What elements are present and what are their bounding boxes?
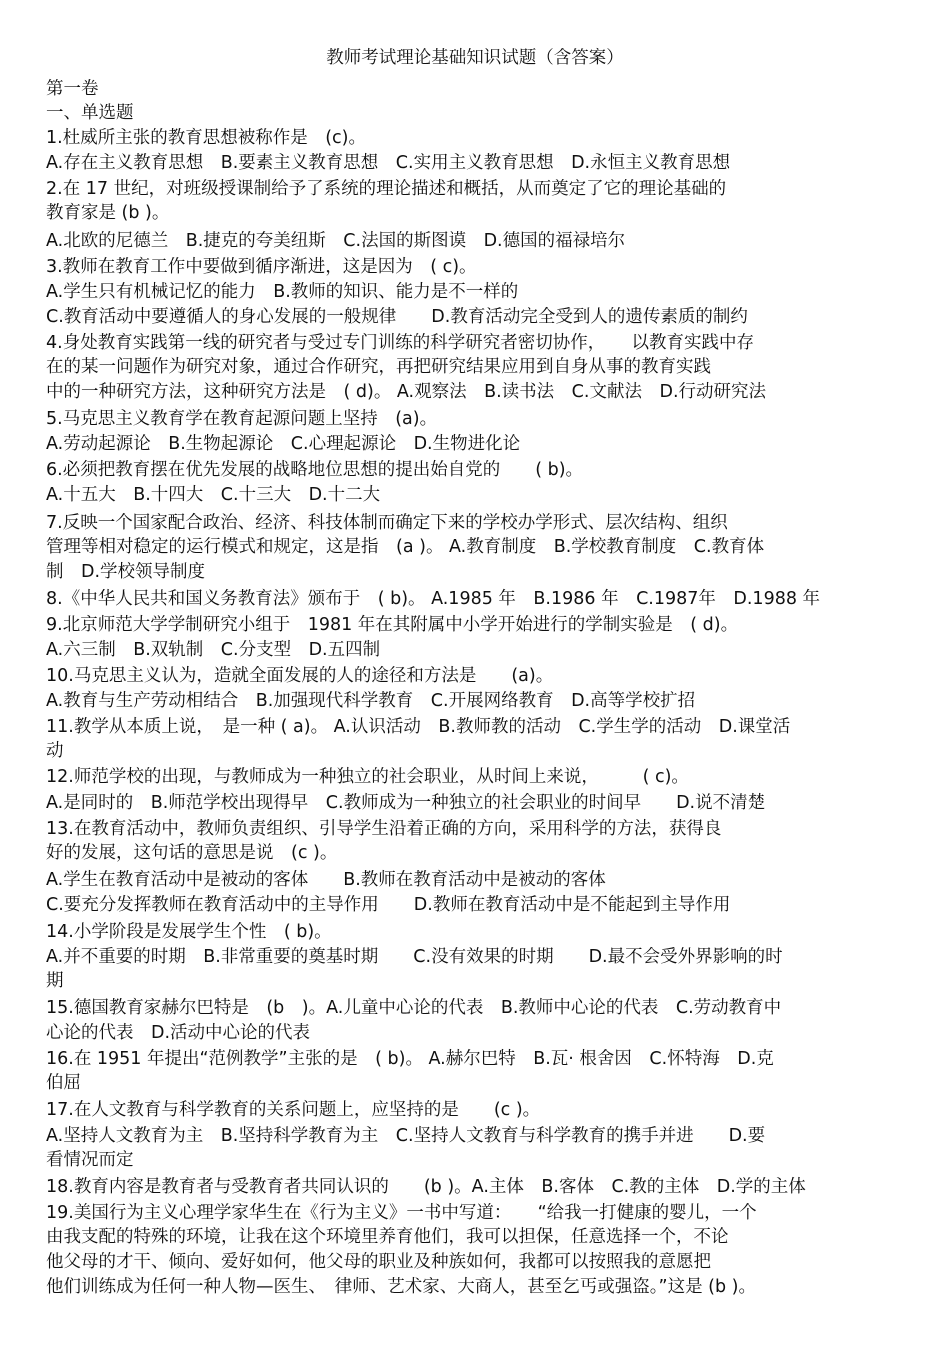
text-line: 8.《中华人民共和国义务教育法》颁布于 ( b)。 A.1985 年 B.1986 年 C.1987年 D.1988 年 xyxy=(46,589,821,609)
text-line: 19.美国行为主义心理学家华生在《行为主义》一书中写道： “给我一打健康的婴儿，一个 xyxy=(46,1203,757,1223)
text-line: 好的发展，这句话的意思是说 (c )。 xyxy=(46,843,338,863)
text-line: A.十五大 B.十四大 C.十三大 D.十二大 xyxy=(46,485,381,505)
text-line: 1.杜威所主张的教育思想被称作是 (c)。 xyxy=(46,128,366,148)
text-line: 12.师范学校的出现，与教师成为一种独立的社会职业，从时间上来说， ( c)。 xyxy=(46,767,689,787)
text-line: C.教育活动中要遵循人的身心发展的一般规律 D.教育活动完全受到人的遗传素质的制约 xyxy=(46,307,748,327)
text-line: 他们训练成为任何一种人物—医生、 律师、艺术家、大商人，甚至乞丐或强盗。”这是 (b )。 xyxy=(46,1277,756,1297)
document-title: 教师考试理论基础知识试题（含答案） xyxy=(326,48,624,68)
text-line: 在的某一问题作为研究对象，通过合作研究，再把研究结果应用到自身从事的教育实践 xyxy=(46,357,711,377)
text-line: A.学生只有机械记忆的能力 B.教师的知识、能力是不一样的 xyxy=(46,282,519,302)
text-line: 4.身处教育实践第一线的研究者与受过专门训练的科学研究者密切协作， 以教育实践中存 xyxy=(46,333,754,353)
text-line: 由我支配的特殊的环境，让我在这个环境里养育他们，我可以担保，任意选择一个，不论 xyxy=(46,1227,729,1247)
text-line: A.六三制 B.双轨制 C.分支型 D.五四制 xyxy=(46,640,381,660)
text-line: 15.德国教育家赫尔巴特是 (b )。A.儿童中心论的代表 B.教师中心论的代表 C.劳动教育中 xyxy=(46,998,782,1018)
text-line: C.要充分发挥教师在教育活动中的主导作用 D.教师在教育活动中是不能起到主导作用 xyxy=(46,895,731,915)
text-line: 5.马克思主义教育学在教育起源问题上坚持 (a)。 xyxy=(46,409,438,429)
text-line: A.北欧的尼德兰 B.捷克的夸美纽斯 C.法国的斯图谟 D.德国的福禄培尔 xyxy=(46,231,626,251)
text-line: 管理等相对稳定的运行模式和规定，这是指 (a )。 A.教育制度 B.学校教育制度 C.教育体 xyxy=(46,537,765,557)
text-line: 13.在教育活动中，教师负责组织、引导学生沿着正确的方向，采用科学的方法，获得良 xyxy=(46,819,722,839)
text-line: 2.在 17 世纪，对班级授课制给予了系统的理论描述和概括，从而奠定了它的理论基础的 xyxy=(46,179,727,199)
text-line: 11.教学从本质上说， 是一种 ( a)。 A.认识活动 B.教师教的活动 C.学生学的活动 D.课堂活 xyxy=(46,717,791,737)
text-line: 6.必须把教育摆在优先发展的战略地位思想的提出始自党的 ( b)。 xyxy=(46,460,584,480)
text-line: 14.小学阶段是发展学生个性 ( b)。 xyxy=(46,922,332,942)
text-line: A.并不重要的时期 B.非常重要的奠基时期 C.没有效果的时期 D.最不会受外界影响的时 xyxy=(46,947,783,967)
text-line: 第一卷 xyxy=(46,79,99,99)
text-line: A.坚持人文教育为主 B.坚持科学教育为主 C.坚持人文教育与科学教育的携手并进 D.要 xyxy=(46,1126,766,1146)
text-line: 心论的代表 D.活动中心论的代表 xyxy=(46,1023,311,1043)
text-line: 3.教师在教育工作中要做到循序渐进，这是因为 ( c)。 xyxy=(46,257,477,277)
text-line: A.存在主义教育思想 B.要素主义教育思想 C.实用主义教育思想 D.永恒主义教育思想 xyxy=(46,153,731,173)
text-line: 一、单选题 xyxy=(46,103,134,123)
text-line: 16.在 1951 年提出“范例教学”主张的是 ( b)。 A.赫尔巴特 B.瓦· 根舍因 C.怀特海 D.克 xyxy=(46,1049,774,1069)
text-line: 看情况而定 xyxy=(46,1150,134,1170)
text-line: 他父母的才干、倾向、爱好如何，他父母的职业及种族如何，我都可以按照我的意愿把 xyxy=(46,1252,711,1272)
text-line: 9.北京师范大学学制研究小组于 1981 年在其附属中小学开始进行的学制实验是 ( d)。 xyxy=(46,615,739,635)
text-line: A.劳动起源论 B.生物起源论 C.心理起源论 D.生物进化论 xyxy=(46,434,521,454)
text-line: 伯屈 xyxy=(46,1073,81,1093)
text-line: 期 xyxy=(46,971,64,991)
text-line: 动 xyxy=(46,741,64,761)
text-line: A.是同时的 B.师范学校出现得早 C.教师成为一种独立的社会职业的时间早 D.说不清楚 xyxy=(46,793,766,813)
text-line: 10.马克思主义认为，造就全面发展的人的途径和方法是 (a)。 xyxy=(46,666,554,686)
text-line: 制 D.学校领导制度 xyxy=(46,562,206,582)
text-line: 17.在人文教育与科学教育的关系问题上，应坚持的是 (c )。 xyxy=(46,1100,541,1120)
text-line: 教育家是 (b )。 xyxy=(46,203,170,223)
text-line: A.学生在教育活动中是被动的客体 B.教师在教育活动中是被动的客体 xyxy=(46,870,606,890)
text-line: 18.教育内容是教育者与受教育者共同认识的 (b )。A.主体 B.客体 C.教的主体 D.学的主体 xyxy=(46,1177,806,1197)
text-line: A.教育与生产劳动相结合 B.加强现代科学教育 C.开展网络教育 D.高等学校扩招 xyxy=(46,691,696,711)
text-line: 中的一种研究方法，这种研究方法是 ( d)。 A.观察法 B.读书法 C.文献法 D.行动研究法 xyxy=(46,382,767,402)
text-line: 7.反映一个国家配合政治、经济、科技体制而确定下来的学校办学形式、层次结构、组织 xyxy=(46,513,728,533)
